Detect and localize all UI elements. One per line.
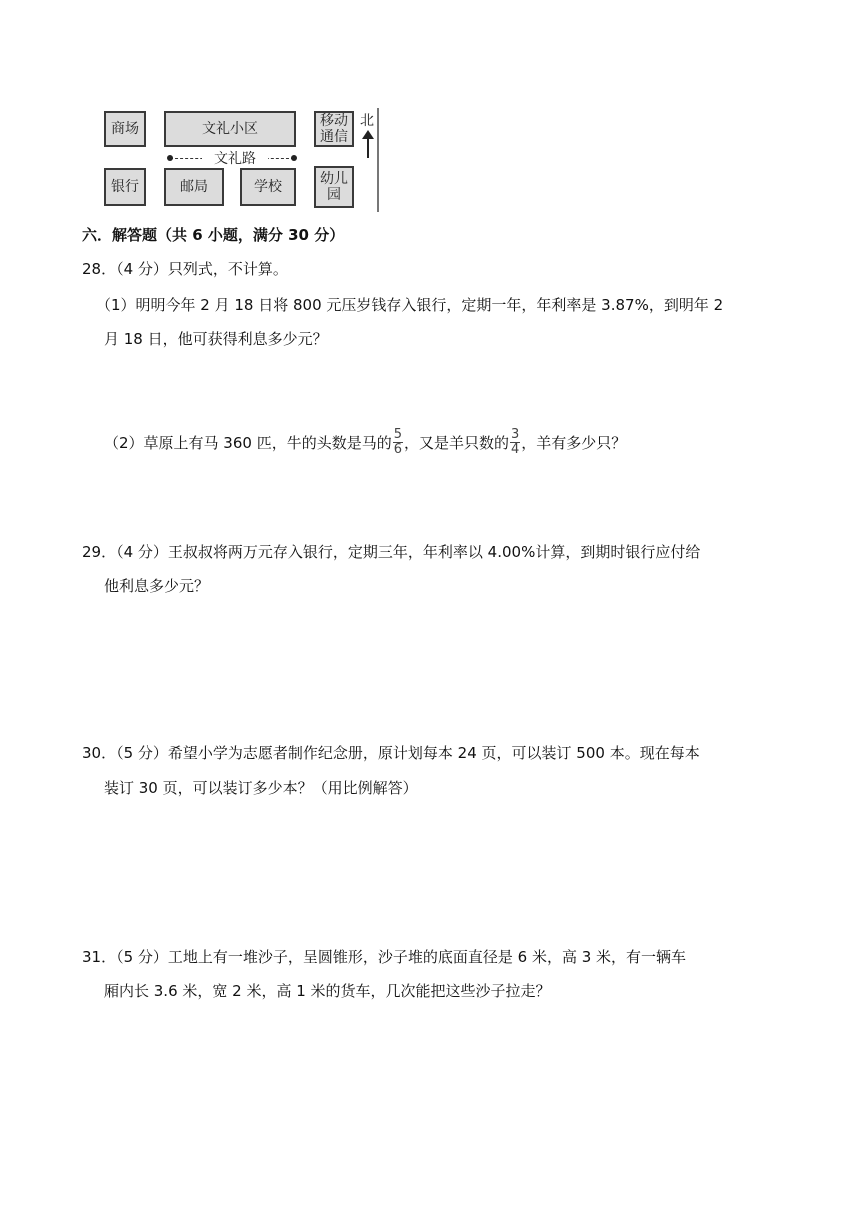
north-arrow-shaft bbox=[367, 136, 369, 158]
q28-part2-text-a: （2）草原上有马 360 匹，牛的头数是马的 bbox=[104, 434, 392, 452]
q28-part1-line2: 月 18 日，他可获得利息多少元？ bbox=[104, 330, 328, 348]
q28-part2-text-c: ，羊有多少只？ bbox=[521, 434, 627, 452]
road-dot-left bbox=[167, 155, 173, 161]
q30-line1: 30．（5 分）希望小学为志愿者制作纪念册，原计划每本 24 页，可以装订 500 本。现在每本 bbox=[82, 744, 700, 762]
fraction-five-sixths: $\frac{5}{6}$ bbox=[393, 427, 402, 457]
section-title: 六．解答题（共 6 小题，满分 30 分） bbox=[82, 226, 345, 244]
map-bank: 银行 bbox=[104, 168, 146, 206]
q28-header: 28．（4 分）只列式，不计算。 bbox=[82, 260, 288, 278]
q28-part1-line1: （1）明明今年 2 月 18 日将 800 元压岁钱存入银行，定期一年，年利率是 3.87%，到明年 2 bbox=[96, 296, 724, 314]
q30-line2: 装订 30 页，可以装订多少本？（用比例解答） bbox=[104, 779, 418, 797]
q29-line2: 他利息多少元？ bbox=[104, 577, 210, 595]
map-shopping-mall: 商场 bbox=[104, 111, 146, 147]
map-mobile: 移动 通信 bbox=[314, 111, 354, 147]
map-figure bbox=[100, 108, 382, 212]
map-edge bbox=[377, 108, 379, 212]
road-label: 文礼路 bbox=[202, 148, 268, 168]
road-dot-right bbox=[291, 155, 297, 161]
map-post-office: 邮局 bbox=[164, 168, 224, 206]
q29-line1: 29．（4 分）王叔叔将两万元存入银行，定期三年，年利率以 4.00%计算，到期时银行应付给 bbox=[82, 543, 701, 561]
north-label: 北 bbox=[360, 113, 374, 129]
q28-part2-text-b: ，又是羊只数的 bbox=[404, 434, 510, 452]
fraction-three-quarters: $\frac{3}{4}$ bbox=[511, 427, 520, 457]
map-school: 学校 bbox=[240, 168, 296, 206]
q28-part2 bbox=[104, 428, 626, 457]
q31-line1: 31．（5 分）工地上有一堆沙子，呈圆锥形，沙子堆的底面直径是 6 米，高 3 米，有一辆车 bbox=[82, 948, 687, 966]
map-wenli-community: 文礼小区 bbox=[164, 111, 296, 147]
map-kindergarten: 幼儿 园 bbox=[314, 166, 354, 208]
q31-line2: 厢内长 3.6 米，宽 2 米，高 1 米的货车，几次能把这些沙子拉走？ bbox=[104, 982, 551, 1000]
